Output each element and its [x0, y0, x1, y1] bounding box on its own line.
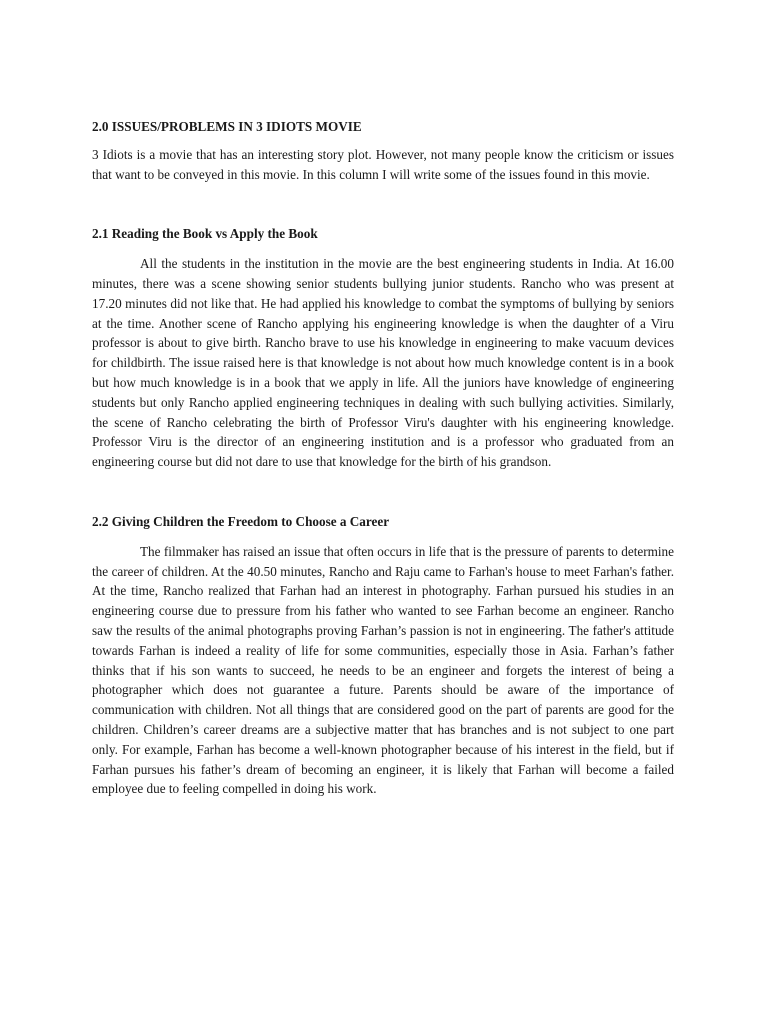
section-heading-2-2: 2.2 Giving Children the Freedom to Choose a Career: [92, 513, 390, 529]
intro-paragraph: 3 Idiots is a movie that has an interesting story plot. However, not many people know the criticism or issues that want to be conveyed in this movie. In this column I will write some of the issues found in this movie.: [92, 146, 674, 182]
section-heading-2-1: 2.1 Reading the Book vs Apply the Book: [92, 226, 318, 242]
section-paragraph-2-1: All the students in the institution in the movie are the best engineering students in India. At 16.00 minutes, there was a scene showing senior students bullying junior students. Rancho who was present at 17.20 minutes did not like that. He had applied his knowledge to combat the symptoms of bullying by seniors at the time. Another scene of Rancho applying his engineering knowledge is when the daughter of a Viru professor is about to give birth. Rancho brave to use his knowledge in engineering to make vacuum devices for childbirth. The issue raised here is that knowledge is not about how much knowledge content is in a book but how much knowledge is in a book that we apply in life. All the juniors have knowledge of engineering students but only Rancho applied engineering techniques in dealing with such bullying activities. Similarly, the scene of Rancho celebrating the birth of Professor Viru's daughter with his engineering knowledge. Professor Viru is the director of an engineering institution and is a professor who graduated from an engineering course but did not dare to use that knowledge for the birth of his grandson.: [92, 256, 674, 470]
section-paragraph-2-2: The filmmaker has raised an issue that often occurs in life that is the pressure of parents to determine the career of children. At the 40.50 minutes, Rancho and Raju came to Farhan's house to meet Farhan's father. At the time, Rancho realized that Farhan had an interest in photography. Farhan pursued his studies in an engineering course due to pressure from his father who wanted to see Farhan become an engineer. Rancho saw the results of the animal photographs proving Farhan’s passion is not in engineering. The father's attitude towards Farhan is indeed a reality of life for some communities, especially those in Asia. Farhan’s father thinks that if his son wants to succeed, he needs to be an engineer and forgets the interest of being a photographer which does not guarantee a future. Parents should be aware of the importance of communication with children. Not all things that are considered good on the part of parents are good for the children. Children’s career dreams are a subjective matter that has branches and is not subject to one part only. For example, Farhan has become a well-known photographer because of his interest in the field, but if Farhan pursues his father’s dream of becoming an engineer, it is likely that Farhan will become a failed employee due to feeling compelled in doing his work.: [92, 543, 674, 797]
document-page: [92, 117, 674, 799]
main-heading: 2.0 ISSUES/PROBLEMS IN 3 IDIOTS MOVIE: [92, 119, 362, 134]
